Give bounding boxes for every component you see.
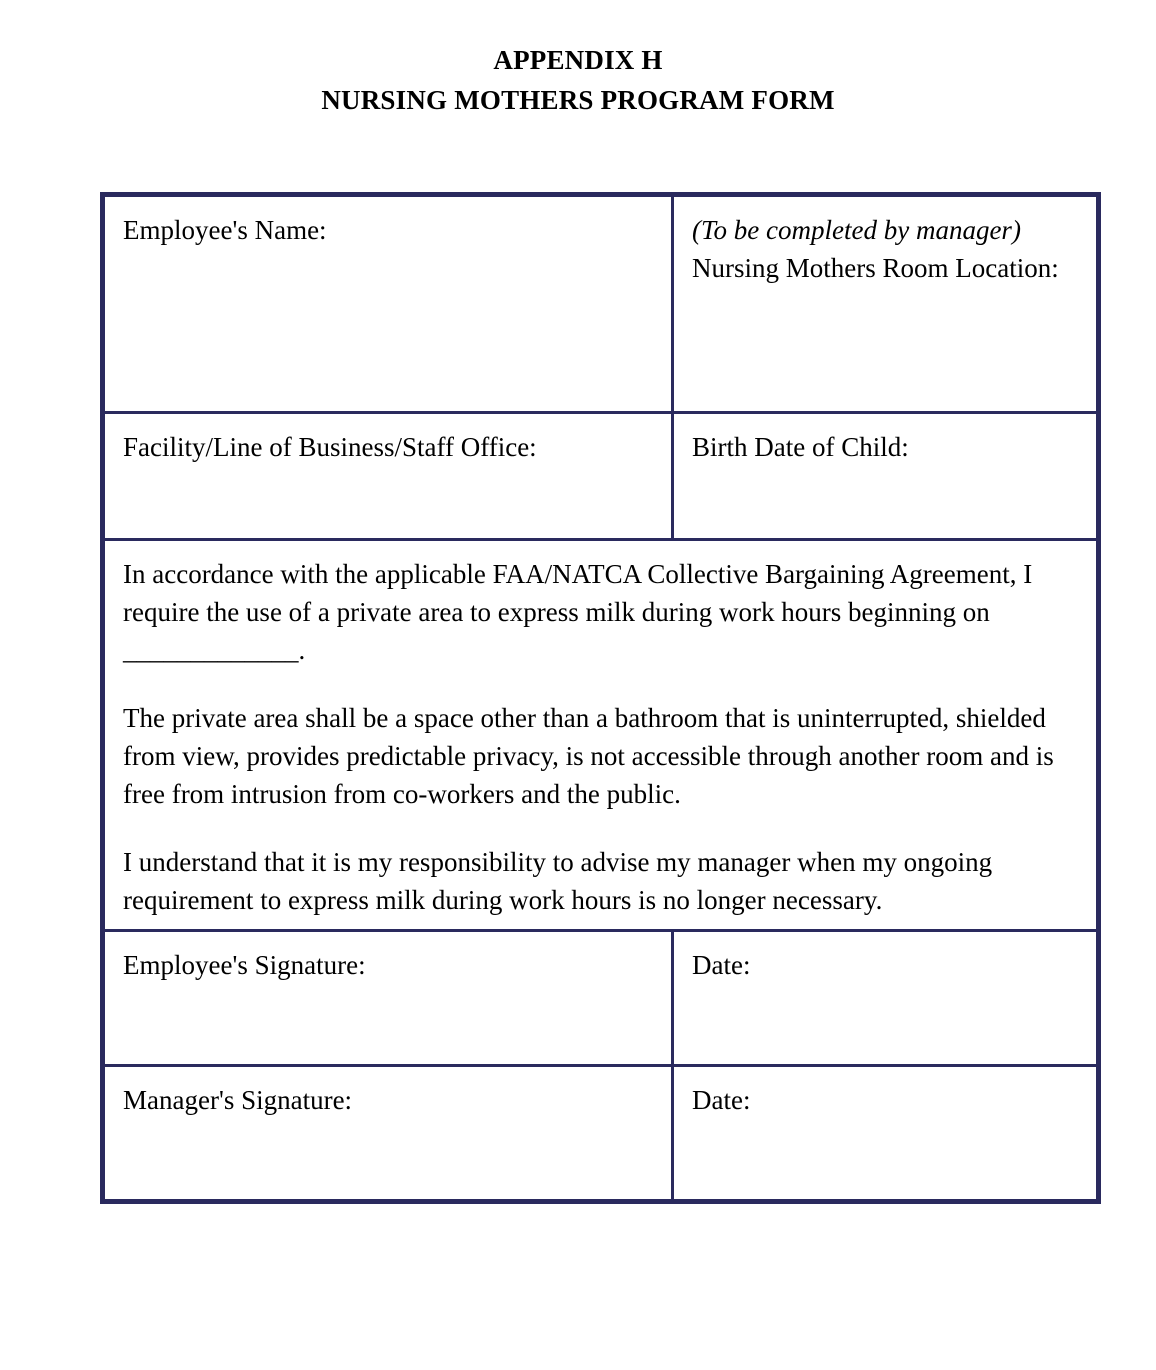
statement-blank-field[interactable]: _____________	[123, 635, 299, 665]
statement-paragraph-3: I understand that it is my responsibility to advise my manager when my ongoing requirement to express milk during work hours is no longer necessary.	[123, 847, 993, 915]
manager-completion-note: (To be completed by manager)	[692, 215, 1021, 245]
table-row	[103, 931, 1099, 1066]
nursing-mothers-program-form-table	[100, 192, 1101, 1204]
facility-label: Facility/Line of Business/Staff Office:	[123, 432, 537, 462]
employee-date-cell[interactable]	[673, 931, 1099, 1066]
statement-cell	[103, 540, 1099, 931]
statement-paragraph-2: The private area shall be a space other than a bathroom that is uninterrupted, shielded from view, provides predictable privacy, is not accessible through another room and is free from intrusion from co-workers and the public.	[123, 703, 1054, 809]
employee-name-label: Employee's Name:	[123, 215, 327, 245]
employee-signature-cell[interactable]	[103, 931, 673, 1066]
employee-name-cell[interactable]	[103, 195, 673, 413]
statement-paragraph-1	[123, 555, 1080, 669]
nursing-room-location-cell[interactable]	[673, 195, 1099, 413]
title-line-form-name: NURSING MOTHERS PROGRAM FORM	[321, 85, 835, 115]
manager-signature-label: Manager's Signature:	[123, 1085, 353, 1115]
manager-date-cell[interactable]	[673, 1066, 1099, 1202]
page-title	[0, 40, 1156, 120]
table-row	[103, 1066, 1099, 1202]
table-row	[103, 195, 1099, 413]
statement-p1-text-after: .	[298, 635, 306, 665]
title-line-appendix: APPENDIX H	[493, 45, 663, 75]
facility-cell[interactable]	[103, 413, 673, 540]
table-row	[103, 413, 1099, 540]
statement-p1-text-before: In accordance with the applicable FAA/NATCA Collective Bargaining Agreement, I require the use of a private area to express milk during work hours beginning on	[123, 559, 1033, 627]
nursing-room-location-label: Nursing Mothers Room Location:	[692, 253, 1059, 283]
birth-date-cell[interactable]	[673, 413, 1099, 540]
birth-date-label: Birth Date of Child:	[692, 432, 909, 462]
manager-date-label: Date:	[692, 1085, 751, 1115]
manager-signature-cell[interactable]	[103, 1066, 673, 1202]
employee-signature-label: Employee's Signature:	[123, 950, 366, 980]
table-row	[103, 540, 1099, 931]
employee-date-label: Date:	[692, 950, 751, 980]
